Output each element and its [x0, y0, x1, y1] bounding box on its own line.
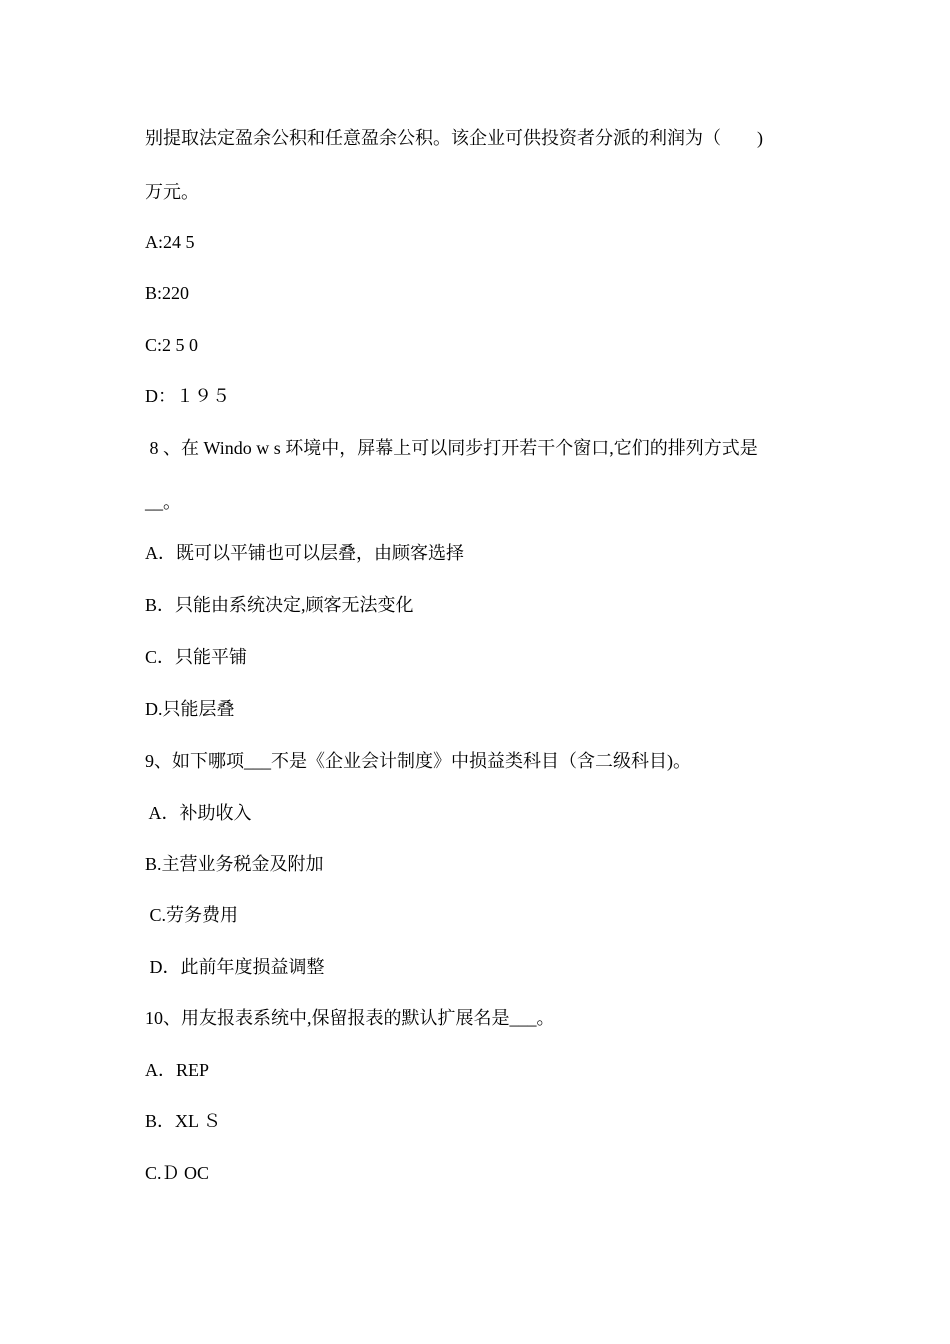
option-7a: A:24 5	[145, 232, 195, 252]
option-9d: D．此前年度损益调整	[145, 957, 325, 977]
question-8-text: 8 、在 Windo w s 环境中，屏幕上可以同步打开若干个窗口,它们的排列方式是	[145, 438, 758, 458]
question-8-text-cont: __。	[145, 492, 181, 512]
option-10a: A．REP	[145, 1060, 210, 1080]
option-8d: D.只能层叠	[145, 699, 235, 719]
option-9c: C.劳务费用	[145, 905, 239, 925]
option-10b: B．XL Ｓ	[145, 1111, 221, 1131]
question-10-text: 10、用友报表系统中,保留报表的默认扩展名是___。	[145, 1008, 555, 1028]
option-8c: C．只能平铺	[145, 647, 248, 667]
question-9-text: 9、如下哪项___不是《企业会计制度》中损益类科目（含二级科目)。	[145, 751, 691, 771]
option-9a: A．补助收入	[145, 803, 252, 823]
option-9b: B.主营业务税金及附加	[145, 854, 324, 874]
option-7c: C:2 5 0	[145, 335, 199, 355]
option-8a: A．既可以平铺也可以层叠，由顾客选择	[145, 543, 464, 563]
question-7-text-cont: 别提取法定盈余公积和任意盈余公积。该企业可供投资者分派的利润为（ )	[145, 128, 763, 148]
option-10c: C.Ｄ OC	[145, 1163, 210, 1183]
option-8b: B．只能由系统决定,顾客无法变化	[145, 595, 414, 615]
option-7d: D：１９５	[145, 386, 230, 406]
question-7-text-unit: 万元。	[145, 182, 199, 202]
option-7b: B:220	[145, 283, 190, 303]
